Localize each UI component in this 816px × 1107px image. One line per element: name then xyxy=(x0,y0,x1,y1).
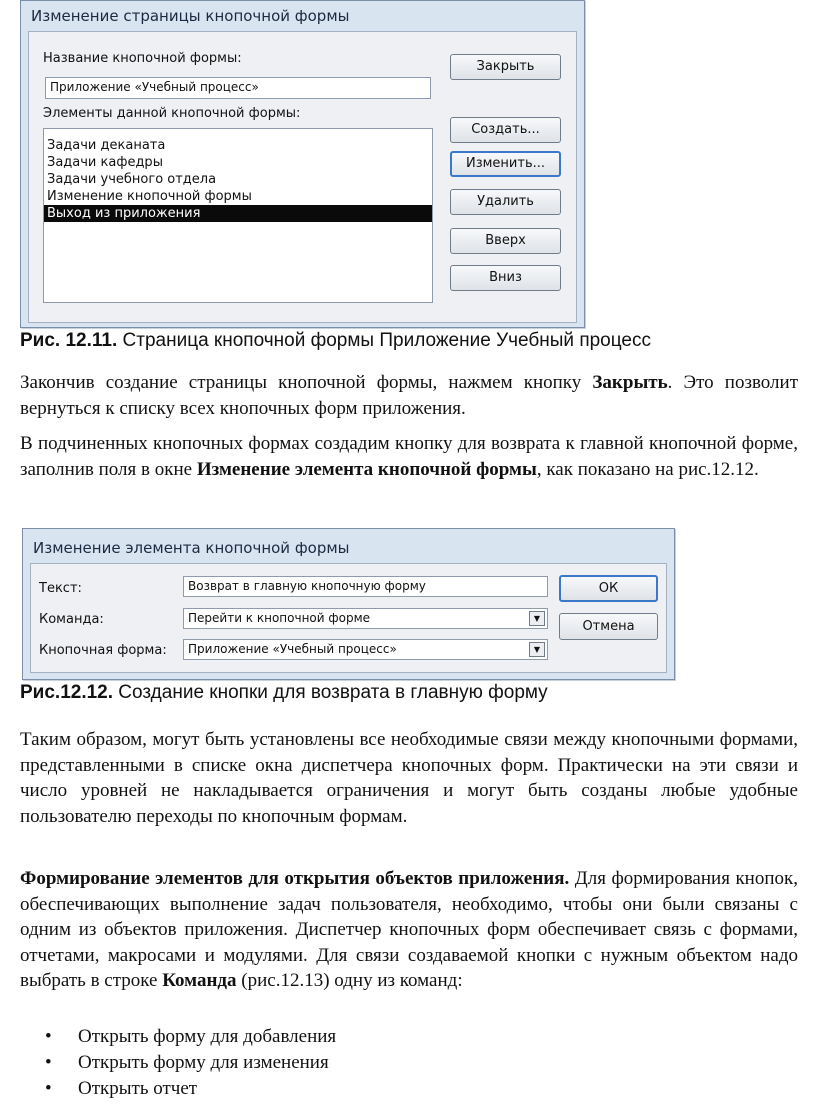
bold-heading: Формирование элементов для открытия объектов приложения. xyxy=(20,868,570,889)
bold-term: Изменение элемента кнопочной формы xyxy=(196,458,537,480)
paragraph-text: Для формирования кнопок, обеспечивающих выполнение задач пользователя, необходимо, чтобы они были связаны с одним из объектов приложения. Диспетчер кнопочных форм обеспечивает связь с формами, отчетами, макросами и модулями. Для связи создаваемой кнопки с нужным объектом надо выбрать в строке xyxy=(20,868,798,991)
list-item-text: Открыть форму для изменения xyxy=(78,1052,329,1073)
delete-button[interactable]: Удалить xyxy=(450,189,561,215)
dialog-edit-switchboard-item xyxy=(22,528,675,680)
create-button[interactable]: Создать... xyxy=(450,117,561,143)
list-item[interactable]: Задачи учебного отдела xyxy=(47,172,217,187)
figure-number: Рис. 12.11. xyxy=(20,330,118,351)
list-item-selected[interactable]: Выход из приложения xyxy=(44,205,432,222)
figure-caption-12-12 xyxy=(20,682,548,704)
figure-caption-text: Создание кнопки для возврата в главную форму xyxy=(113,682,548,703)
move-down-button[interactable]: Вниз xyxy=(450,265,561,291)
paragraph-text: Закончив создание страницы кнопочной формы, нажмем кнопку xyxy=(20,372,593,393)
switchboard-label: Кнопочная форма: xyxy=(39,643,167,658)
bullet: • xyxy=(45,1078,52,1099)
list-item-text: Открыть форму для добавления xyxy=(78,1026,337,1047)
list-item[interactable]: Задачи деканата xyxy=(47,138,166,153)
paragraph-text: В подчиненных кнопочных формах создадим кнопку для возврата к главной кнопочной форме, заполнив поля в окне xyxy=(20,433,798,480)
figure-caption-text: Страница кнопочной формы Приложение Учебный процесс xyxy=(117,330,651,351)
figure-number: Рис.12.12. xyxy=(20,682,114,703)
chevron-down-icon[interactable]: ▼ xyxy=(529,611,545,626)
text-label: Текст: xyxy=(39,581,82,596)
move-up-button[interactable]: Вверх xyxy=(450,228,561,254)
chevron-down-icon[interactable]: ▼ xyxy=(529,642,545,657)
figure-caption-12-11 xyxy=(20,330,651,352)
paragraph-object-elements xyxy=(20,866,798,994)
bold-term: Команда xyxy=(162,970,237,991)
edit-button[interactable]: Изменить... xyxy=(450,151,561,177)
bullet: • xyxy=(45,1026,52,1047)
command-select-value: Перейти к кнопочной форме xyxy=(188,611,371,625)
list-item xyxy=(45,1052,329,1074)
list-item xyxy=(45,1078,197,1100)
ok-button[interactable]: ОК xyxy=(559,575,658,602)
command-select[interactable] xyxy=(183,608,548,629)
paragraph-links: Таким образом, могут быть установлены все необходимые связи между кнопочными формами, представленными в списке окна диспетчера кнопочных форм. Практически на эти связи и число уровней не накладывается ограничения и могут быть созданы любые удобные пользователю переходы по кнопочным формам. xyxy=(20,729,798,827)
dialog-title: Изменение страницы кнопочной формы xyxy=(31,7,350,25)
switchboard-items-label: Элементы данной кнопочной формы: xyxy=(43,106,301,121)
switchboard-name-label: Название кнопочной формы: xyxy=(43,51,242,66)
switchboard-items-list[interactable] xyxy=(43,128,433,303)
list-item xyxy=(45,1026,336,1048)
dialog-edit-switchboard-page xyxy=(20,0,585,328)
paragraph-text: (рис.12.13) одну из команд: xyxy=(236,970,463,991)
command-label: Команда: xyxy=(39,612,104,627)
list-item[interactable]: Задачи кафедры xyxy=(47,155,163,170)
list-item[interactable]: Изменение кнопочной формы xyxy=(47,189,252,204)
dialog-title: Изменение элемента кнопочной формы xyxy=(33,539,350,557)
text-input[interactable]: Возврат в главную кнопочную форму xyxy=(183,576,548,597)
switchboard-select-value: Приложение «Учебный процесс» xyxy=(188,642,397,656)
bullet: • xyxy=(45,1052,52,1073)
bold-term: Закрыть xyxy=(592,372,668,393)
list-item-text: Открыть отчет xyxy=(78,1078,198,1099)
cancel-button[interactable]: Отмена xyxy=(559,613,658,640)
switchboard-select[interactable] xyxy=(183,639,548,660)
paragraph-close xyxy=(20,370,798,421)
paragraph-text: . Это позволит вернуться к списку всех кнопочных форм приложения. xyxy=(20,372,798,419)
close-button[interactable]: Закрыть xyxy=(450,54,561,80)
paragraph-return-button xyxy=(20,431,798,482)
switchboard-name-input[interactable]: Приложение «Учебный процесс» xyxy=(45,77,431,99)
paragraph-text: , как показано на рис.12.12. xyxy=(536,458,759,480)
